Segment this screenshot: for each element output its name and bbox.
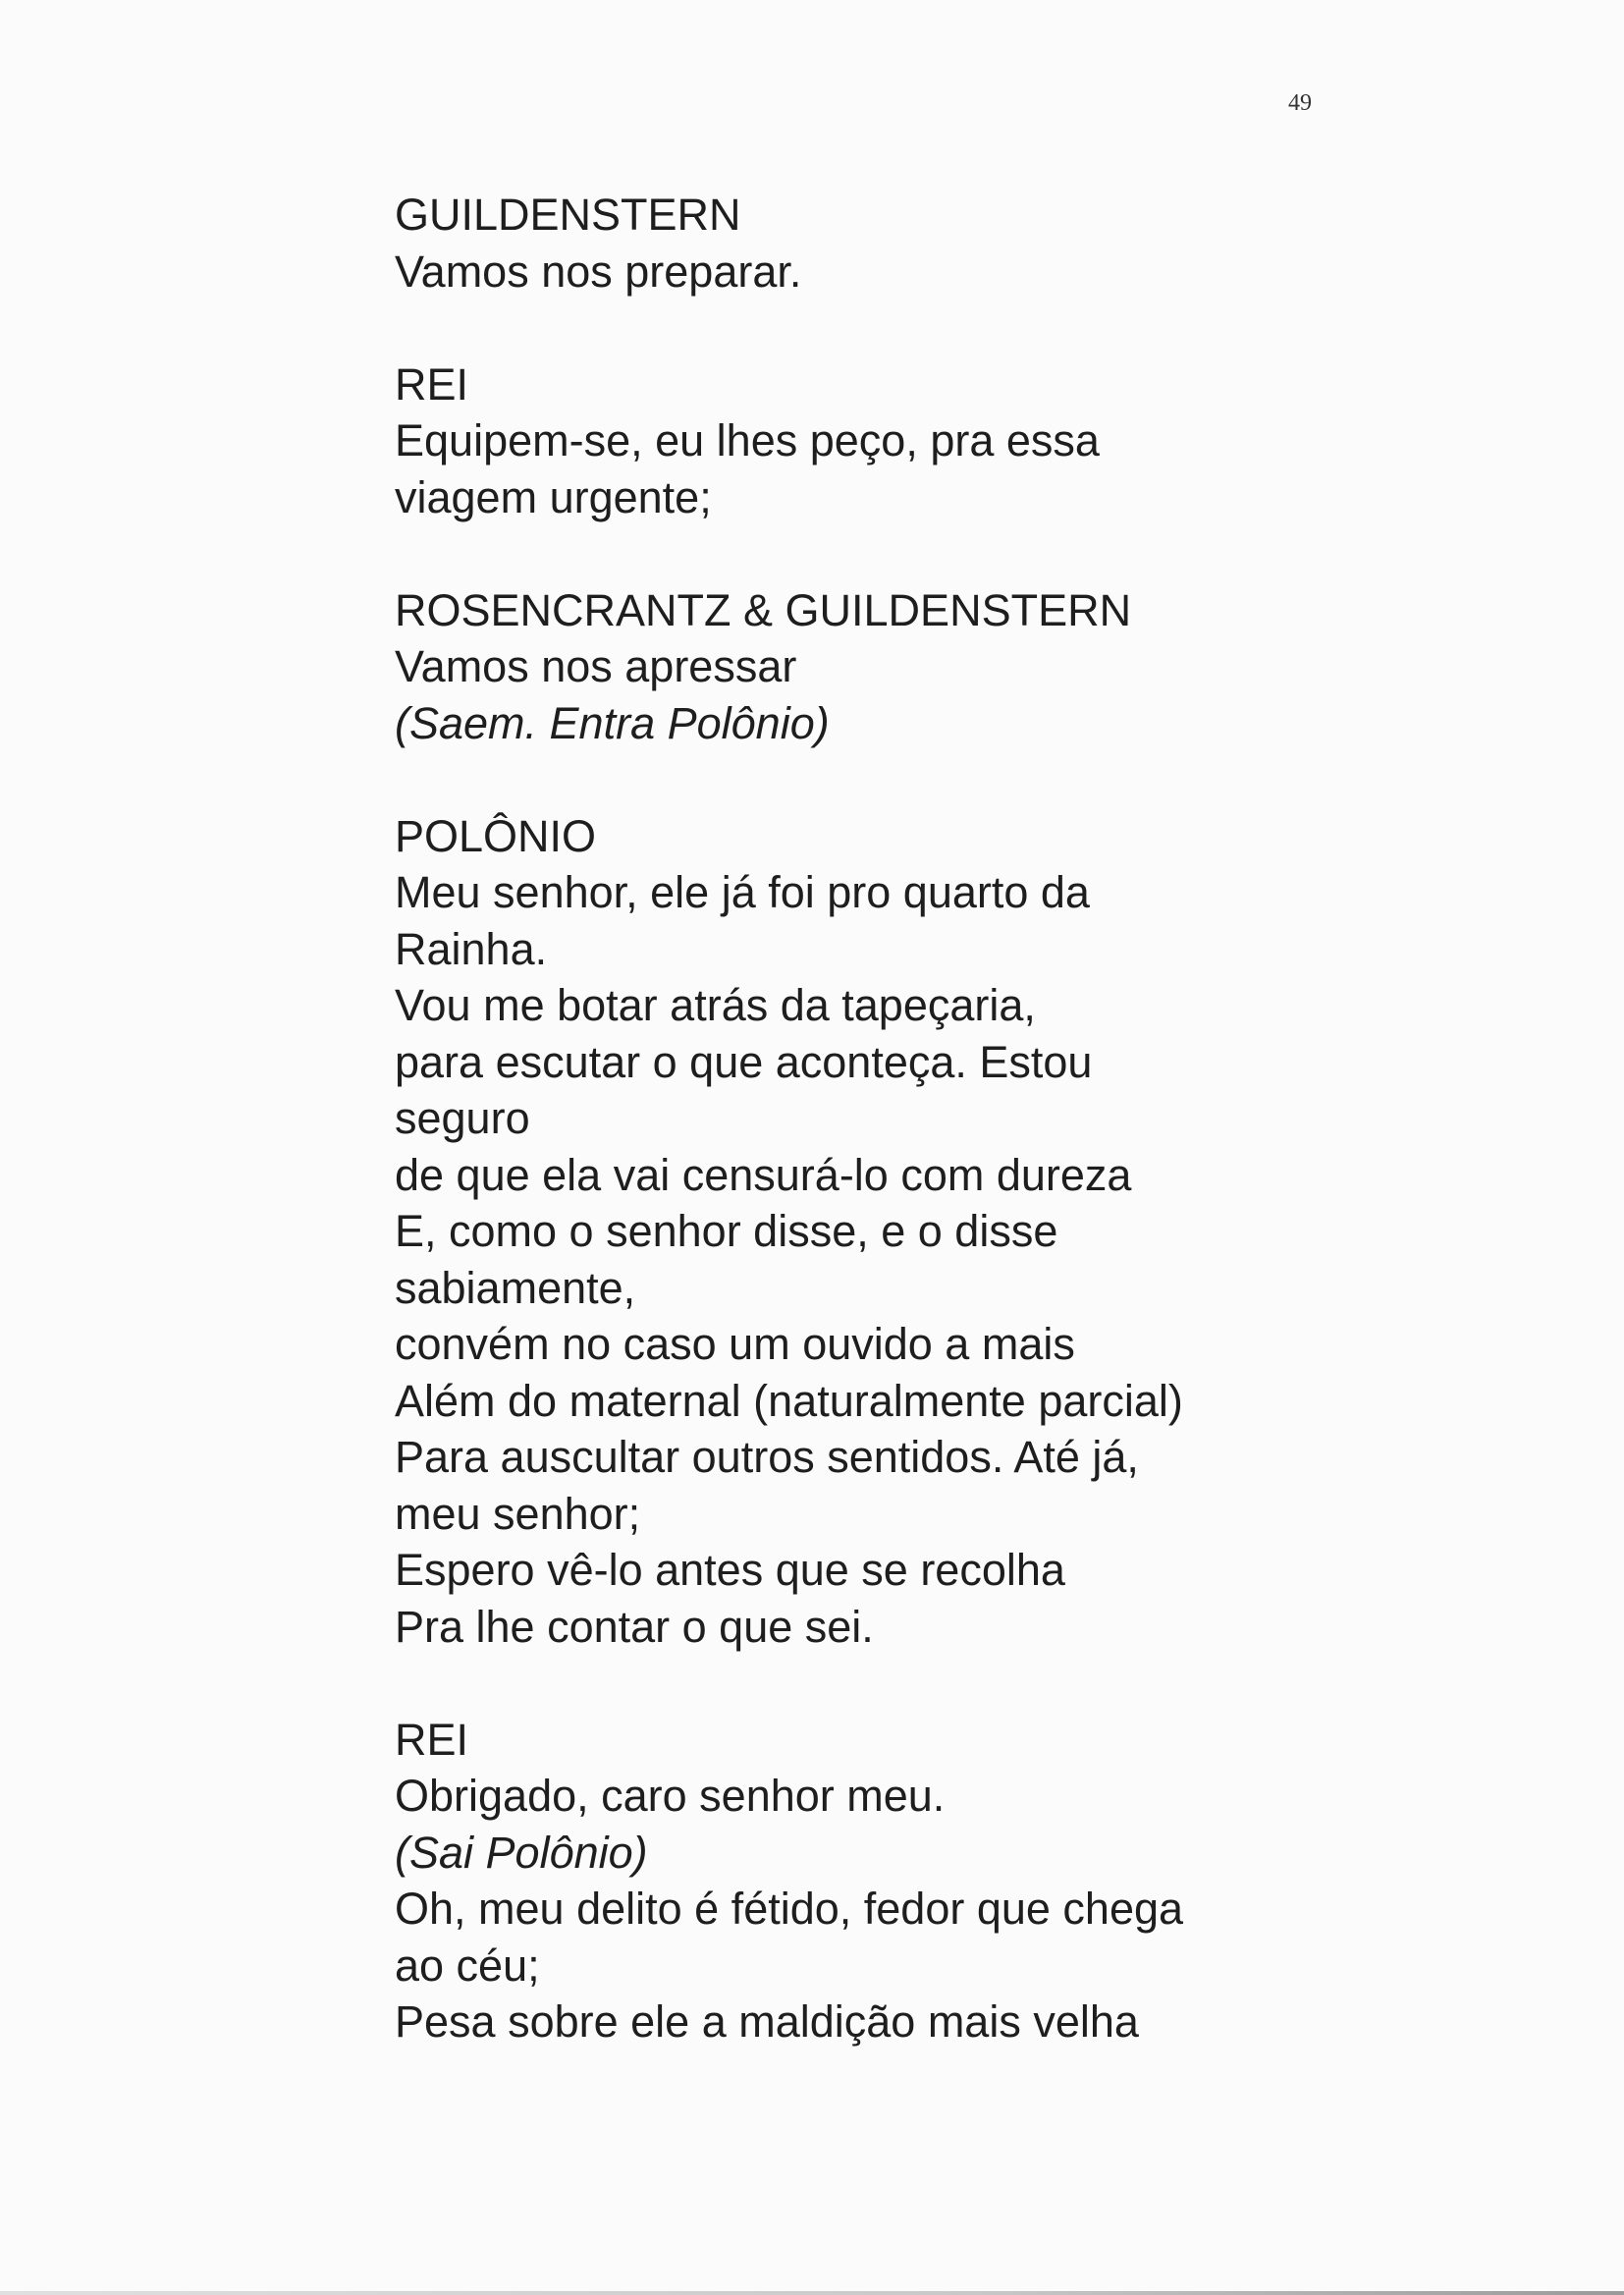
dialogue-block [395,808,1435,1656]
dialogue-line: E, como o senhor disse, e o disse [395,1206,1058,1256]
dialogue-line: ao céu; [395,1940,540,1991]
dialogue-line: Pra lhe contar o que sei. [395,1601,874,1652]
dialogue-block [395,356,1435,526]
stage-direction: (Saem. Entra Polônio) [395,697,830,748]
dialogue-line: Equipem-se, eu lhes peço, pra essa [395,415,1100,465]
dialogue-line: sabiamente, [395,1262,636,1313]
play-script [395,187,1435,2106]
dialogue-line: Meu senhor, ele já foi pro quarto da [395,867,1090,917]
speaker-name: POLÔNIO [395,810,597,861]
dialogue-block [395,582,1435,752]
page-number: 49 [1288,90,1312,116]
dialogue-line: Pesa sobre ele a maldição mais velha [395,1996,1139,2047]
speaker-name: REI [395,358,469,410]
speaker-name: GUILDENSTERN [395,190,741,240]
dialogue-block [395,187,1435,300]
dialogue-line: Espero vê-lo antes que se recolha [395,1545,1065,1595]
stage-direction: (Sai Polônio) [395,1827,648,1878]
speaker-name: ROSENCRANTZ & GUILDENSTERN [395,584,1132,635]
dialogue-line: Além do maternal (naturalmente parcial) [395,1375,1183,1426]
scan-edge-shadow [0,2291,1624,2295]
dialogue-line: Vou me botar atrás da tapeçaria, [395,980,1036,1030]
dialogue-line: Obrigado, caro senhor meu. [395,1771,946,1821]
dialogue-line: meu senhor; [395,1488,641,1539]
dialogue-line: convém no caso um ouvido a mais [395,1319,1075,1369]
speaker-name: REI [395,1714,469,1765]
dialogue-line: Vamos nos preparar. [395,246,802,297]
dialogue-line: seguro [395,1093,530,1143]
dialogue-line: de que ela vai censurá-lo com dureza [395,1149,1132,1200]
dialogue-line: viagem urgente; [395,471,712,522]
dialogue-line: Para auscultar outros sentidos. Até já, [395,1432,1139,1482]
dialogue-line: para escutar o que aconteça. Estou [395,1036,1093,1087]
dialogue-line: Rainha. [395,923,548,974]
dialogue-block [395,1712,1435,2050]
dialogue-line: Vamos nos apressar [395,641,797,691]
dialogue-line: Oh, meu delito é fétido, fedor que chega [395,1884,1184,1934]
